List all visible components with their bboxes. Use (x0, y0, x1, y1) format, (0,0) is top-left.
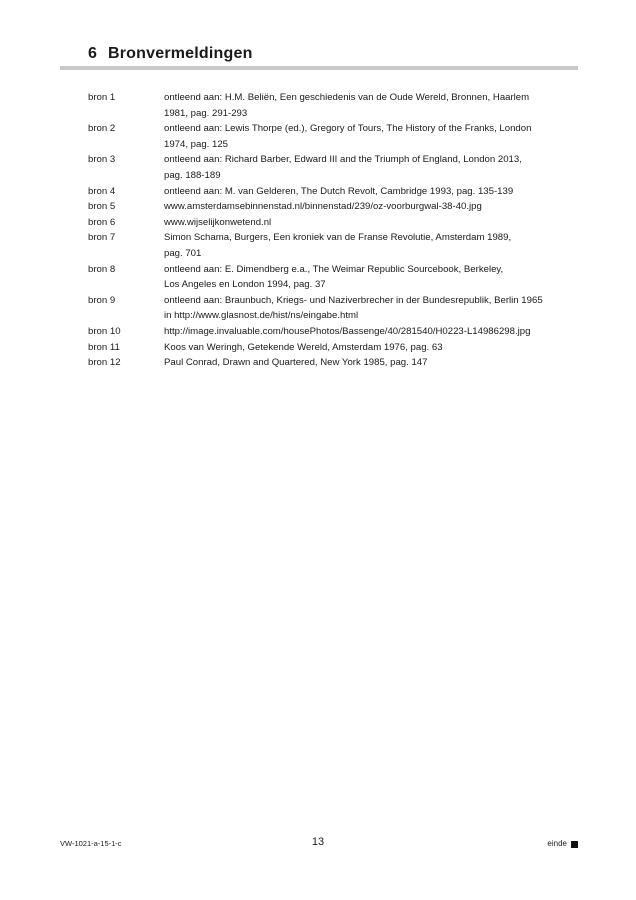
source-label: bron 10 (88, 325, 121, 337)
source-item (88, 262, 578, 293)
source-text: ontleend aan: H.M. Beliën, Een geschiedenis van de Oude Wereld, Bronnen, Haarlem 1981, pag. 291-293 (164, 92, 530, 119)
source-label: bron 1 (88, 92, 116, 103)
source-item (88, 184, 578, 200)
page-number: 13 (311, 836, 325, 848)
source-label: bron 6 (88, 216, 116, 228)
source-text: www.wijselijkonwetend.nl (164, 216, 272, 228)
title-divider (60, 66, 578, 70)
source-item (88, 121, 578, 152)
source-item (88, 152, 578, 183)
page-title (88, 44, 253, 64)
source-text: Koos van Weringh, Getekende Wereld, Amsterdam 1976, pag. 63 (164, 341, 443, 353)
source-label: bron 12 (88, 357, 121, 369)
source-text: ontleend aan: M. van Gelderen, The Dutch Revolt, Cambridge 1993, pag. 135-139 (164, 185, 514, 197)
exam-code: VW-1021-a-15-1-c (60, 839, 122, 848)
end-marker (547, 838, 578, 850)
source-label: bron 4 (88, 185, 116, 197)
source-label: bron 7 (88, 232, 116, 244)
source-item (88, 293, 578, 324)
source-text: Simon Schama, Burgers, Een kroniek van de Franse Revolutie, Amsterdam 1989, pag. 701 (164, 232, 512, 259)
section-number: 6 (88, 45, 98, 62)
source-item (88, 215, 578, 231)
end-label: einde (547, 839, 567, 848)
source-label: bron 8 (88, 263, 116, 275)
source-item (88, 340, 578, 356)
source-text: http://image.invaluable.com/housePhotos/Bassenge/40/281540/H0223-L14986298.jpg (164, 325, 531, 337)
source-text: ontleend aan: Braunbuch, Kriegs- und Naziverbrecher in der Bundesrepublik, Berlin 1965 in http://www.glasnost.de/hist/ns/eingabe.html (164, 294, 543, 322)
source-item (88, 230, 578, 261)
source-text: ontleend aan: Richard Barber, Edward III and the Triumph of England, London 2013, pag. 188-189 (164, 154, 522, 181)
source-label: bron 11 (88, 341, 120, 353)
source-item (88, 199, 578, 215)
source-text: ontleend aan: E. Dimendberg e.a., The Weimar Republic Sourcebook, Berkeley, Los Angeles en London 1994, pag. 37 (164, 263, 504, 291)
source-item (88, 90, 578, 121)
end-square-icon (571, 841, 578, 848)
source-item (88, 355, 578, 371)
source-text: Paul Conrad, Drawn and Quartered, New York 1985, pag. 147 (164, 357, 428, 369)
source-label: bron 9 (88, 294, 116, 306)
source-label: bron 5 (88, 201, 116, 213)
source-label: bron 2 (88, 123, 116, 135)
source-text: www.amsterdamsebinnenstad.nl/binnenstad/239/oz-voorburgwal-38-40.jpg (164, 201, 482, 213)
section-title: Bronvermeldingen (108, 45, 253, 62)
source-text: ontleend aan: Lewis Thorpe (ed.), Gregory of Tours, The History of the Franks, London 1974, pag. 125 (164, 123, 532, 150)
source-list (88, 90, 578, 371)
source-item (88, 324, 578, 340)
source-label: bron 3 (88, 154, 116, 166)
